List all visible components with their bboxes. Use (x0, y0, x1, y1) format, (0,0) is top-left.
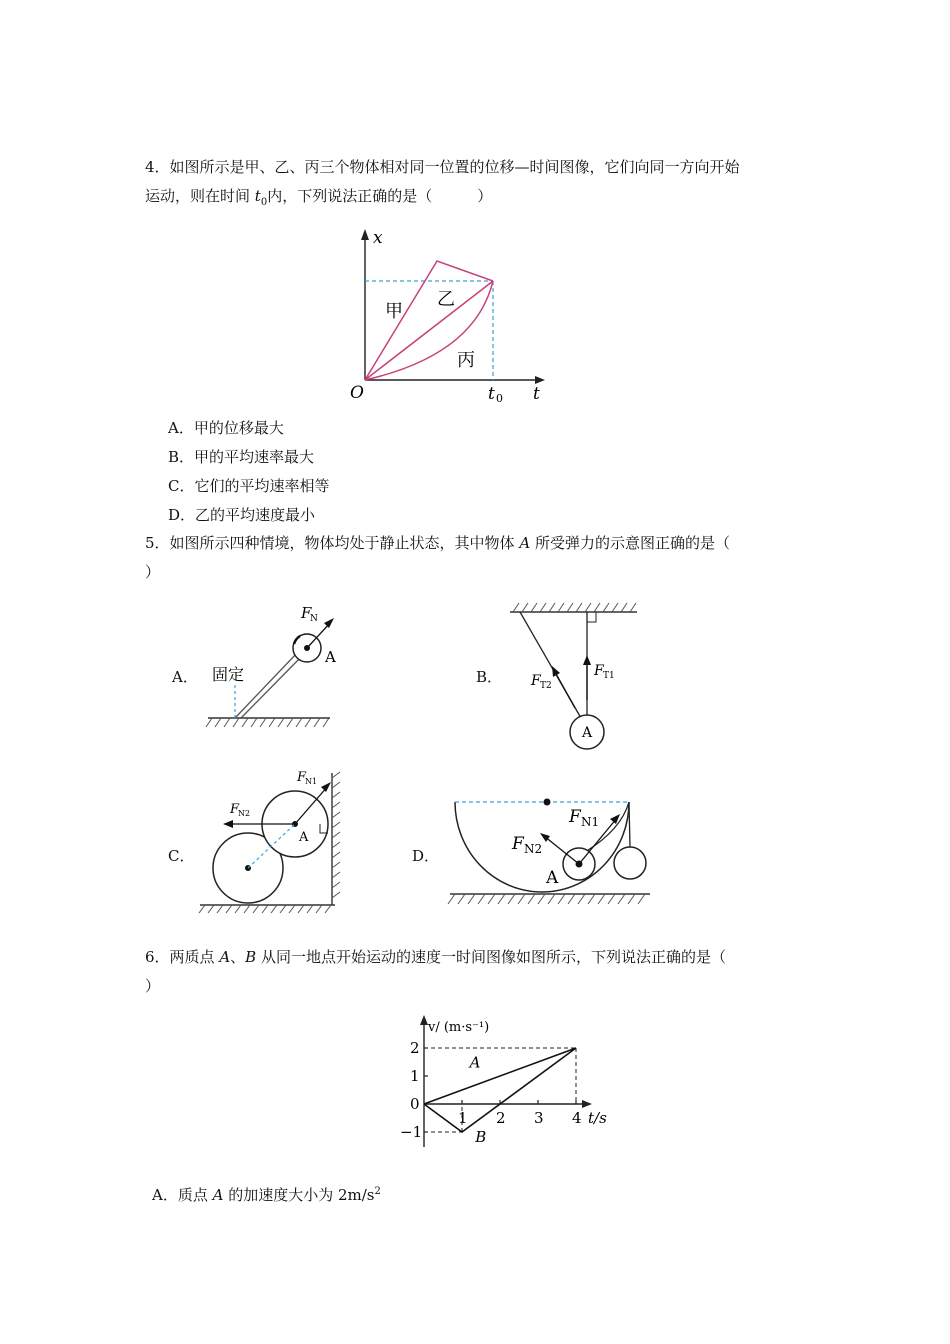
q5a-force-arrowhead (324, 618, 334, 628)
q6-t-axis-arrow (582, 1100, 592, 1108)
q5a-force-subscript: N (310, 614, 318, 624)
q6-series-b-label: B (475, 1127, 487, 1146)
q6-y-tick-label: −1 (400, 1123, 423, 1141)
q5a-object-label: A (325, 648, 336, 666)
q4-xt-graph (345, 225, 545, 405)
q4-option-a[interactable]: A．甲的位移最大 (168, 419, 284, 437)
q5b-object-label: A (582, 725, 593, 741)
q5c-hatch-wall (332, 772, 340, 898)
q5c-object-label: A (299, 830, 309, 845)
q6-vt-chart (392, 1015, 622, 1160)
q4-stem-line2 (145, 186, 492, 213)
q6-stem-text-end: 从同一地点开始运动的速度一时间图像如图所示，下列说法正确的是（ (256, 948, 726, 966)
q6-option-a[interactable] (152, 1184, 381, 1205)
q6-y-tick-label: 2 (410, 1039, 420, 1057)
q6-option-a-object: A (212, 1186, 224, 1204)
q6-x-tick-label: 3 (534, 1109, 544, 1127)
q5-option-d-label[interactable]: D． (412, 847, 440, 865)
q6-x-tick-label: 2 (496, 1109, 506, 1127)
q4-stem-line1: 4．如图所示是甲、乙、丙三个物体相对同一位置的位移—时间图像，它们向同一方向开始 (145, 158, 740, 176)
q5-stem-line2: ） (145, 563, 161, 581)
q5c-fn1-arrowhead (321, 782, 331, 792)
q4-option-c[interactable]: C．它们的平均速率相等 (168, 477, 330, 495)
q4-t0-label: t (488, 384, 495, 404)
q4-stem-text: 运动，则在时间 (145, 187, 255, 205)
q5d-fn2-arrowhead (540, 833, 550, 842)
q5c-fn1-label: F (297, 770, 307, 785)
q5b-ft1-label: F (594, 663, 604, 679)
q5d-fn1-subscript: N1 (581, 815, 600, 829)
q5b-ft1-subscript: T1 (603, 671, 615, 681)
q5d-fn1-label: F (569, 807, 581, 827)
q5-diagram-c (195, 768, 355, 913)
q6-stem-text: 6．两质点 (145, 948, 220, 966)
q5c-fn2-label: F (230, 802, 240, 817)
q4-t-axis-arrow (535, 376, 545, 384)
q5d-fn2-label: F (512, 834, 524, 854)
q5c-fn2-subscript: N2 (238, 809, 251, 818)
q4-label-jia: 甲 (385, 301, 403, 322)
q5-option-a-label[interactable]: A． (172, 668, 198, 686)
q5b-ft2-arrow (555, 672, 575, 708)
q6-option-a-superscript: 2 (374, 1186, 381, 1197)
q6-x-tick-label: 4 (572, 1109, 582, 1127)
q5a-force-label: F (301, 604, 312, 622)
q4-label-bing: 丙 (457, 350, 475, 371)
q6-x-tick-label: 1 (458, 1109, 468, 1127)
q5a-hatch (206, 718, 329, 727)
q4-x-label: x (373, 228, 383, 248)
q4-stem-text-end: 内，下列说法正确的是（ ） (267, 187, 493, 205)
q6-stem-object-a: A (219, 948, 231, 966)
q6-xlabel: t/s (588, 1109, 607, 1127)
q4-option-d[interactable]: D．乙的平均速度最小 (168, 506, 316, 524)
q5-diagram-b (505, 600, 645, 750)
q5b-right-angle (587, 612, 596, 622)
q6-series-a-label: A (469, 1053, 481, 1072)
q4-t0-symbol: t (254, 187, 261, 205)
q5-stem-object: A (519, 534, 531, 552)
q5d-object-label: A (546, 868, 559, 888)
q5d-bowl-center (544, 799, 551, 806)
q5d-ball-b (614, 847, 646, 879)
q5d-hatch (448, 894, 645, 904)
q6-stem-object-b: B (245, 948, 257, 966)
q5-diagram-a (200, 600, 350, 730)
q6-stem-line1 (145, 947, 726, 967)
q5b-ft2-subscript: T2 (540, 681, 552, 691)
q6-option-a-text: A．质点 (152, 1186, 213, 1204)
q5b-ft2-label: F (531, 673, 541, 689)
q5a-rod-edge-2 (241, 656, 302, 718)
q6-y-tick-label: 0 (410, 1095, 420, 1113)
q5c-fn2-arrowhead (223, 820, 233, 828)
q6-stem-separator: 、 (230, 948, 246, 966)
q4-label-yi: 乙 (437, 289, 455, 310)
q6-v-axis-arrow (420, 1015, 428, 1025)
q4-t-label: t (533, 384, 540, 404)
q6-series-a-line (424, 1048, 576, 1104)
q4-t0-sub-label: 0 (496, 392, 503, 405)
q4-t0-subscript: 0 (260, 197, 268, 208)
q5-stem-text: 5．如图所示四种情境，物体均处于静止状态，其中物体 (145, 534, 520, 552)
q5c-fn1-subscript: N1 (305, 777, 318, 786)
q5c-hatch-ground (199, 905, 331, 913)
q5d-hanging-string (629, 802, 630, 847)
q6-ylabel: v/ (m·s⁻¹) (428, 1020, 490, 1035)
q5-stem-line1 (145, 533, 730, 553)
q4-x-axis-arrow (361, 229, 369, 240)
q5b-ft1-arrowhead (583, 655, 591, 665)
q4-option-b[interactable]: B．甲的平均速率最大 (168, 448, 315, 466)
q6-y-tick-label: 1 (410, 1067, 420, 1085)
q6-option-a-text-end: 的加速度大小为 2m/s (223, 1186, 375, 1204)
q4-origin-label: O (350, 383, 364, 403)
q5-diagram-d (445, 790, 660, 915)
q5-option-c-label[interactable]: C． (168, 847, 195, 865)
q5d-fn2-subscript: N2 (524, 842, 543, 856)
q5b-hatch (513, 603, 636, 612)
q5a-rod-edge-1 (235, 652, 298, 718)
q5-option-b-label[interactable]: B． (476, 668, 503, 686)
q6-stem-line2: ） (145, 977, 161, 995)
q5a-fixed-label: 固定 (212, 665, 245, 684)
q5-stem-text-end: 所受弹力的示意图正确的是（ (530, 534, 730, 552)
